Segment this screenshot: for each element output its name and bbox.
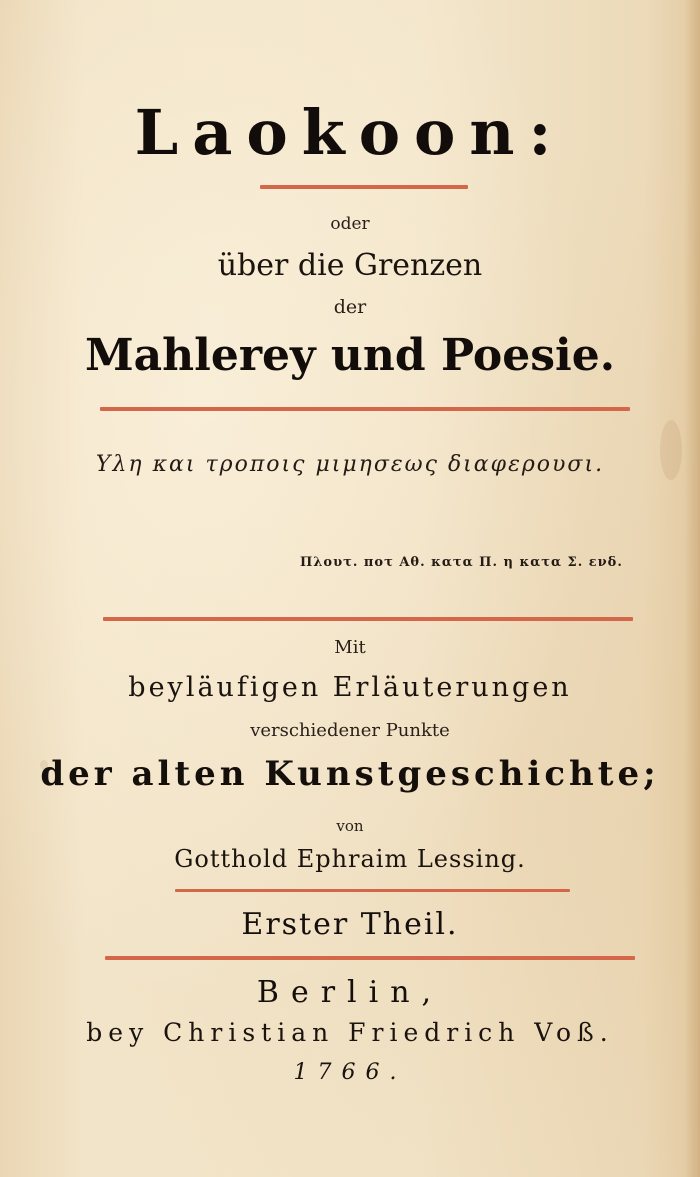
imprint-year: 1766. bbox=[293, 1060, 407, 1085]
epigraph-rule bbox=[103, 617, 633, 621]
subtitle-main: Mahlerey und Poesie. bbox=[84, 330, 616, 381]
author-rule bbox=[175, 889, 570, 892]
book-title: Laokoon: bbox=[134, 96, 566, 169]
subtitle-grenzen: über die Grenzen bbox=[217, 248, 483, 283]
erlaeuterungen-line: beyläufigen Erläuterungen bbox=[128, 672, 572, 703]
von-label: von bbox=[336, 817, 364, 835]
part-rule bbox=[105, 956, 635, 960]
subtitle-rule bbox=[100, 407, 630, 411]
part-label: Erster Theil. bbox=[241, 907, 459, 942]
title-rule bbox=[260, 185, 468, 189]
punkte-line: verschiedener Punkte bbox=[250, 720, 450, 741]
kunstgeschichte-line: der alten Kunstgeschichte; bbox=[40, 754, 660, 794]
epigraph-source: Πλουτ. ποτ Αθ. κατα Π. η κατα Σ. ενδ. bbox=[300, 555, 623, 570]
mit-label: Mit bbox=[334, 637, 366, 658]
imprint-city: Berlin, bbox=[256, 975, 444, 1010]
author-name: Gotthold Ephraim Lessing. bbox=[174, 845, 526, 873]
subtitle-der: der bbox=[333, 296, 367, 318]
subtitle-oder: oder bbox=[330, 214, 370, 234]
imprint-publisher: bey Christian Friedrich Voß. bbox=[86, 1018, 614, 1047]
greek-epigraph: Υλη και τροποις μιμησεως διαφερουσι. bbox=[95, 452, 605, 477]
